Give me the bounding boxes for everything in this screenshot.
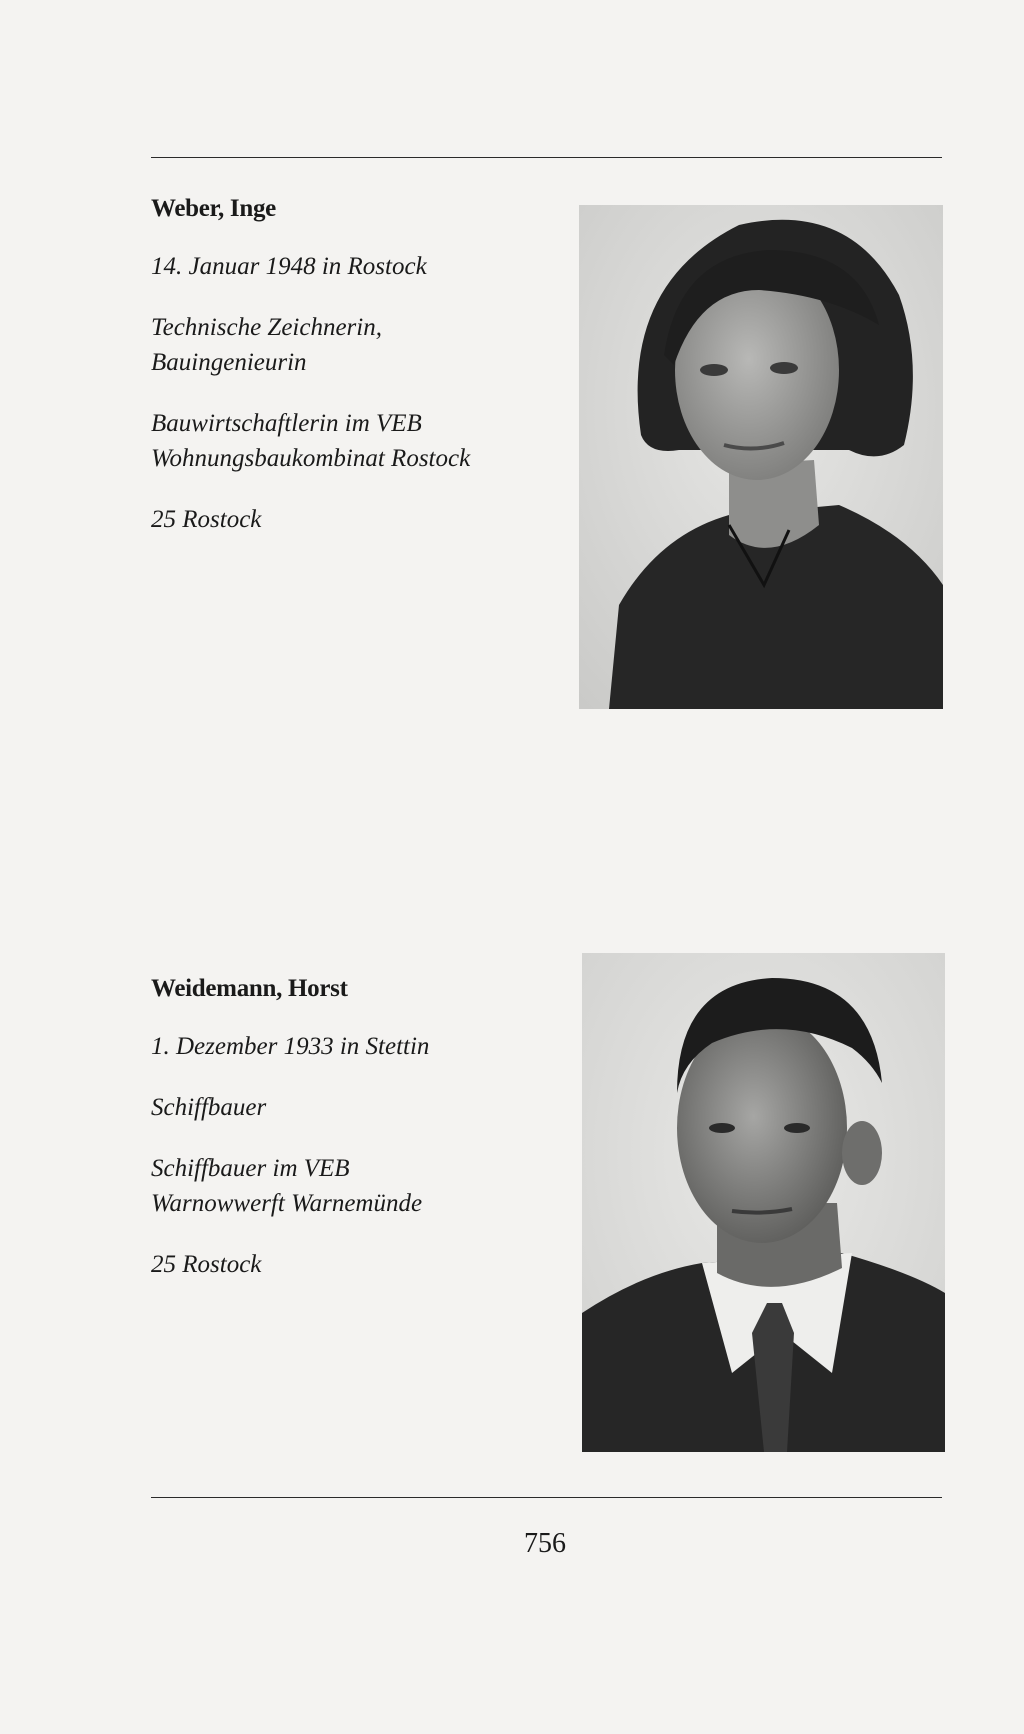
entry-profession: Schiffbauer — [151, 1094, 267, 1121]
entry-occupation: Schiffbauer im VEB Warnowwerft Warnemünde — [151, 1155, 423, 1217]
top-rule — [151, 157, 942, 158]
entry-residence: 25 Rostock — [151, 1251, 262, 1278]
page-number: 756 — [524, 1528, 566, 1559]
portrait-photo-woman — [579, 205, 943, 709]
entry-birth: 14. Januar 1948 in Rostock — [151, 253, 427, 280]
portrait-photo-man — [582, 953, 945, 1452]
entry-weber-inge — [151, 195, 470, 537]
entry-profession: Technische Zeichnerin, Bauingenieurin — [151, 314, 382, 376]
entry-residence: 25 Rostock — [151, 506, 262, 533]
entry-occupation: Bauwirtschaftlerin im VEB Wohnungsbaukombinat Rostock — [151, 410, 471, 472]
entry-name: Weber, Inge — [151, 195, 276, 222]
entry-birth: 1. Dezember 1933 in Stettin — [151, 1033, 430, 1060]
entry-weidemann-horst — [151, 975, 429, 1282]
entry-name: Weidemann, Horst — [151, 975, 348, 1002]
bottom-rule — [151, 1497, 942, 1498]
